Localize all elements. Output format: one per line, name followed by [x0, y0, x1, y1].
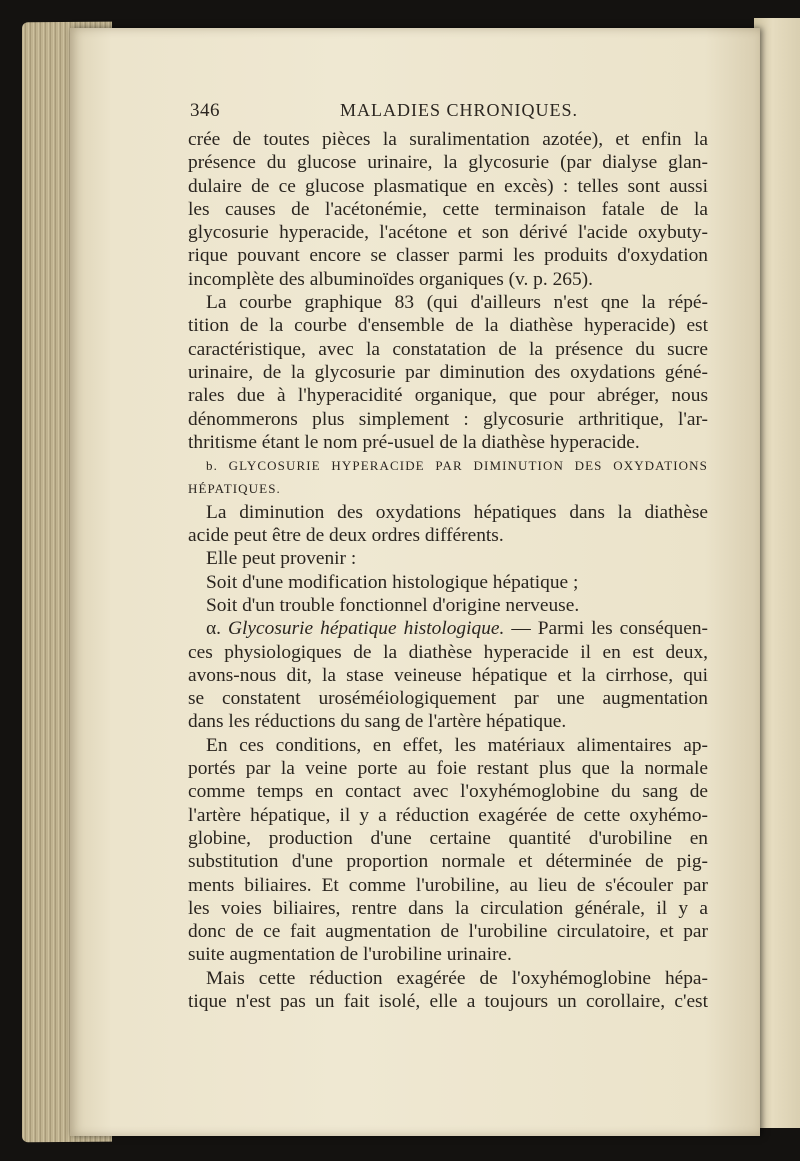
text-line: Elle peut provenir :	[206, 548, 357, 570]
text-line: portés par la veine porte au foie restant plus que la normale	[188, 758, 708, 780]
text-line: crée de toutes pièces la suralimentation azotée), et enfin la	[188, 129, 708, 150]
text-line	[188, 617, 708, 640]
text-line: Mais cette réduction exagérée de l'oxyhémoglobine hépa-	[206, 967, 708, 989]
running-head-title: MALADIES CHRONIQUES.	[340, 100, 579, 120]
text-line: La courbe graphique 83 (qui d'ailleurs n'est qne la répé-	[206, 292, 708, 314]
text-line: rales due à l'hyperacidité organique, que pour abréger, nous	[188, 385, 708, 407]
text-line: donc de ce fait augmentation de l'urobiline circulatoire, et par	[188, 921, 708, 943]
facing-page-edge	[754, 18, 800, 1128]
text-line: incomplète des albuminoïdes organiques (v. p. 265).	[188, 268, 593, 290]
text-line: les voies biliaires, rentre dans la circulation générale, il y a	[188, 897, 708, 919]
text-line: globine, production d'une certaine quantité d'urobiline en	[188, 827, 708, 849]
text-line: dulaire de ce glucose plasmatique en excès) : telles sont aussi	[188, 175, 708, 197]
text-line: urinaire, de la glycosurie par diminution des oxydations géné-	[188, 361, 708, 383]
text-line: substitution d'une proportion normale et déterminée de pig-	[188, 851, 708, 873]
text-line: Soit d'un trouble fonctionnel d'origine nerveuse.	[206, 594, 580, 616]
text-line: avons-nous dit, la stase veineuse hépatique et la cirrhose, qui	[188, 664, 708, 686]
running-head	[190, 100, 710, 126]
text-line: comme temps en contact avec l'oxyhémoglobine du sang de	[188, 781, 708, 803]
text-line: La diminution des oxydations hépatiques dans la diathèse	[206, 501, 708, 523]
text-line: thritisme étant le nom pré-usuel de la diathèse hyperacide.	[188, 431, 640, 453]
text-line: dénommerons plus simplement : glycosurie arthritique, l'ar-	[188, 408, 708, 430]
text-line: tition de la courbe d'ensemble de la diathèse hyperacide) est	[188, 315, 708, 337]
body-text	[188, 128, 708, 1013]
text-line: glycosurie hyperacide, l'acétone et son dérivé l'acide oxybuty-	[188, 222, 708, 244]
text-line: ments biliaires. Et comme l'urobiline, au lieu de s'écouler par	[188, 874, 708, 896]
page-number: 346	[190, 100, 220, 121]
text-line: b. GLYCOSURIE HYPERACIDE PAR DIMINUTION DES OXYDATIONS	[206, 458, 708, 474]
text-line: les causes de l'acétonémie, cette terminaison fatale de la	[188, 198, 708, 220]
text-line: rique pouvant encore se classer parmi les produits d'oxydation	[188, 245, 708, 267]
text-line: suite augmentation de l'urobiline urinaire.	[188, 944, 512, 966]
text-line: En ces conditions, en effet, les matériaux alimentaires ap-	[206, 734, 708, 756]
text-line: présence du glucose urinaire, la glycosurie (par dialyse glan-	[188, 152, 708, 174]
text-line: l'artère hépatique, il y a réduction exagérée de cette oxyhémo-	[188, 804, 708, 826]
text-line: se constatent uroséméiologiquement par une augmentation	[188, 688, 708, 710]
text-line: acide peut être de deux ordres différents.	[188, 525, 504, 547]
text-line: dans les réductions du sang de l'artère hépatique.	[188, 711, 567, 733]
text-line: ces physiologiques de la diathèse hyperacide il en est deux,	[188, 641, 708, 663]
text-line: HÉPATIQUES.	[188, 481, 281, 497]
text-line: tique n'est pas un fait isolé, elle a toujours un corollaire, c'est	[188, 990, 708, 1012]
section-lead-text: — Parmi les conséquen-	[504, 618, 708, 640]
section-marker: α.	[206, 618, 229, 640]
text-line: caractéristique, avec la constatation de la présence du sucre	[188, 338, 708, 360]
text-line: Soit d'une modification histologique hépatique ;	[206, 571, 579, 593]
section-heading-italic: Glycosurie hépatique histologique.	[228, 618, 505, 640]
